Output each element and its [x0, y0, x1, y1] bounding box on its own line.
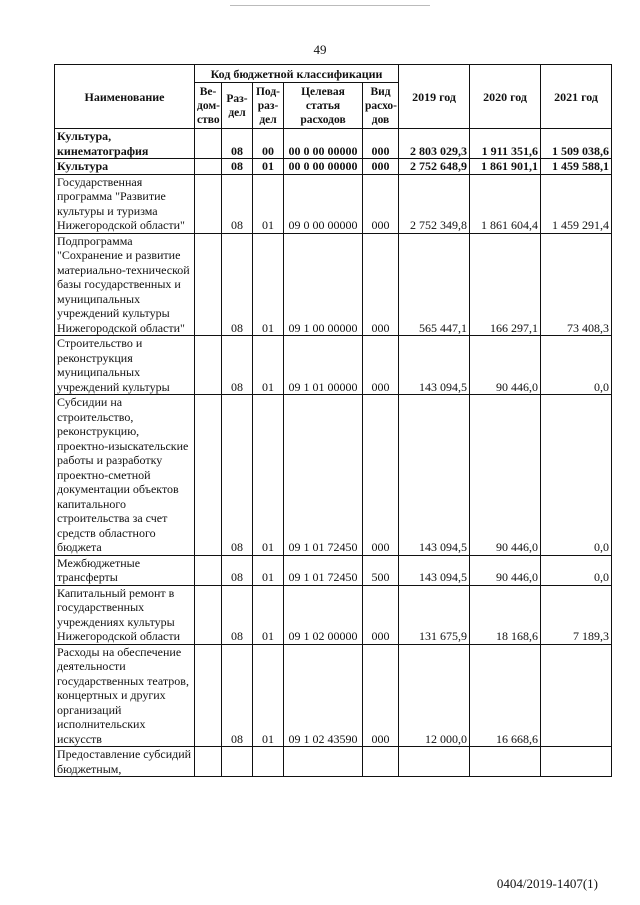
cell-y2021: 7 189,3 — [541, 585, 612, 644]
cell-celevaya: 09 1 01 72450 — [284, 395, 363, 556]
cell-vid: 000 — [363, 644, 399, 747]
cell-vedomstvo — [195, 585, 222, 644]
table-row — [55, 644, 612, 747]
cell-celevaya — [284, 747, 363, 777]
cell-name: Государственная программа "Развитие культуры и туризма Нижегородской области" — [55, 174, 195, 233]
cell-y2021: 1 459 588,1 — [541, 159, 612, 175]
cell-vid: 000 — [363, 336, 399, 395]
cell-podrazdel: 00 — [253, 129, 284, 159]
cell-name: Культура — [55, 159, 195, 175]
header-classification-group: Код бюджетной классификации — [195, 65, 399, 83]
cell-y2021: 0,0 — [541, 336, 612, 395]
cell-vedomstvo — [195, 395, 222, 556]
budget-table — [54, 64, 612, 777]
cell-y2019: 565 447,1 — [399, 233, 470, 336]
cell-y2020: 90 446,0 — [470, 555, 541, 585]
cell-vedomstvo — [195, 644, 222, 747]
cell-podrazdel: 01 — [253, 174, 284, 233]
document-code: 0404/2019-1407(1) — [496, 876, 598, 891]
header-vid: Вид расхо-дов — [363, 83, 399, 129]
cell-celevaya: 00 0 00 00000 — [284, 129, 363, 159]
cell-y2021 — [541, 644, 612, 747]
cell-y2020: 18 168,6 — [470, 585, 541, 644]
cell-razdel: 08 — [222, 129, 253, 159]
cell-celevaya: 09 0 00 00000 — [284, 174, 363, 233]
cell-razdel: 08 — [222, 336, 253, 395]
cell-vid: 000 — [363, 233, 399, 336]
cell-y2020: 90 446,0 — [470, 336, 541, 395]
cell-name: Подпрограмма "Сохранение и развитие материально-технической базы государственных и муниципальных учреждений культуры Нижегородской области" — [55, 233, 195, 336]
header-name: Наименование — [55, 65, 195, 129]
cell-razdel: 08 — [222, 555, 253, 585]
cell-celevaya: 09 1 00 00000 — [284, 233, 363, 336]
header-celevaya: Целевая статья расходов — [284, 83, 363, 129]
table-row — [55, 174, 612, 233]
cell-celevaya: 09 1 02 00000 — [284, 585, 363, 644]
cell-y2021: 1 509 038,6 — [541, 129, 612, 159]
cell-vedomstvo — [195, 174, 222, 233]
header-vedomstvo: Ве-дом-ство — [195, 83, 222, 129]
cell-celevaya: 00 0 00 00000 — [284, 159, 363, 175]
page-number: 49 — [313, 42, 327, 57]
cell-celevaya: 09 1 01 72450 — [284, 555, 363, 585]
cell-razdel: 08 — [222, 395, 253, 556]
cell-podrazdel: 01 — [253, 644, 284, 747]
cell-name: Капитальный ремонт в государственных учреждениях культуры Нижегородской области — [55, 585, 195, 644]
cell-podrazdel: 01 — [253, 395, 284, 556]
cell-vid — [363, 747, 399, 777]
cell-vid: 000 — [363, 129, 399, 159]
table-row — [55, 585, 612, 644]
cell-vedomstvo — [195, 129, 222, 159]
cell-y2020: 1 861 901,1 — [470, 159, 541, 175]
cell-podrazdel — [253, 747, 284, 777]
cell-vid: 500 — [363, 555, 399, 585]
cell-name: Культура, кинематография — [55, 129, 195, 159]
cell-celevaya: 09 1 02 43590 — [284, 644, 363, 747]
cell-razdel — [222, 747, 253, 777]
cell-y2019: 12 000,0 — [399, 644, 470, 747]
cell-y2021: 73 408,3 — [541, 233, 612, 336]
cell-name: Расходы на обеспечение деятельности государственных театров, концертных и других организаций исполнительских искусств — [55, 644, 195, 747]
cell-name: Строительство и реконструкция муниципальных учреждений культуры — [55, 336, 195, 395]
cell-vid: 000 — [363, 585, 399, 644]
cell-y2019: 143 094,5 — [399, 395, 470, 556]
cell-y2020: 90 446,0 — [470, 395, 541, 556]
cell-name: Межбюджетные трансферты — [55, 555, 195, 585]
cell-podrazdel: 01 — [253, 159, 284, 175]
table-row — [55, 233, 612, 336]
cell-y2020 — [470, 747, 541, 777]
header-2019: 2019 год — [399, 65, 470, 129]
cell-razdel: 08 — [222, 233, 253, 336]
cell-podrazdel: 01 — [253, 555, 284, 585]
cell-y2019: 143 094,5 — [399, 336, 470, 395]
cell-vedomstvo — [195, 233, 222, 336]
cell-vid: 000 — [363, 159, 399, 175]
cell-razdel: 08 — [222, 585, 253, 644]
cell-y2020: 1 911 351,6 — [470, 129, 541, 159]
table-row — [55, 555, 612, 585]
cell-y2020: 1 861 604,4 — [470, 174, 541, 233]
table-row — [55, 395, 612, 556]
table-row — [55, 336, 612, 395]
cell-name: Субсидии на строительство, реконструкцию, проектно-изыскательские работы и разработку проектно-сметной документации объектов капитального строительства за счет средств областного бюджета — [55, 395, 195, 556]
cell-y2021: 0,0 — [541, 395, 612, 556]
cell-razdel: 08 — [222, 174, 253, 233]
header-2021: 2021 год — [541, 65, 612, 129]
cell-y2021: 0,0 — [541, 555, 612, 585]
cell-y2021 — [541, 747, 612, 777]
cell-y2020: 16 668,6 — [470, 644, 541, 747]
cell-y2019: 2 803 029,3 — [399, 129, 470, 159]
table-row — [55, 747, 612, 777]
scan-mark — [230, 5, 430, 7]
cell-podrazdel: 01 — [253, 233, 284, 336]
cell-vid: 000 — [363, 174, 399, 233]
header-2020: 2020 год — [470, 65, 541, 129]
cell-name: Предоставление субсидий бюджетным, — [55, 747, 195, 777]
table-row — [55, 129, 612, 159]
cell-razdel: 08 — [222, 644, 253, 747]
cell-y2019: 143 094,5 — [399, 555, 470, 585]
cell-vedomstvo — [195, 336, 222, 395]
cell-y2019: 2 752 349,8 — [399, 174, 470, 233]
cell-y2019: 131 675,9 — [399, 585, 470, 644]
cell-y2020: 166 297,1 — [470, 233, 541, 336]
cell-y2021: 1 459 291,4 — [541, 174, 612, 233]
cell-y2019 — [399, 747, 470, 777]
cell-y2019: 2 752 648,9 — [399, 159, 470, 175]
cell-vedomstvo — [195, 159, 222, 175]
cell-razdel: 08 — [222, 159, 253, 175]
cell-celevaya: 09 1 01 00000 — [284, 336, 363, 395]
cell-podrazdel: 01 — [253, 585, 284, 644]
table-row — [55, 159, 612, 175]
cell-vid: 000 — [363, 395, 399, 556]
cell-podrazdel: 01 — [253, 336, 284, 395]
header-razdel: Раз-дел — [222, 83, 253, 129]
cell-vedomstvo — [195, 555, 222, 585]
header-podrazdel: Под-раз-дел — [253, 83, 284, 129]
cell-vedomstvo — [195, 747, 222, 777]
